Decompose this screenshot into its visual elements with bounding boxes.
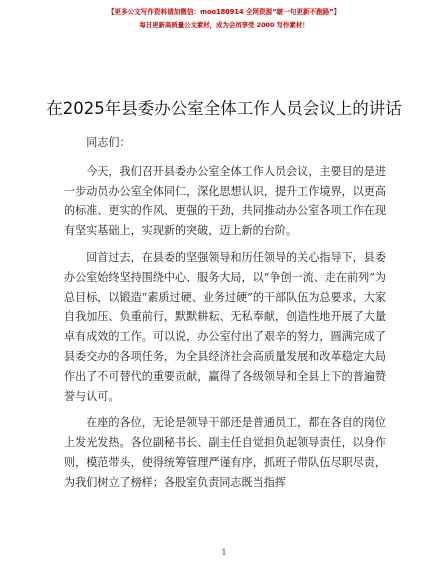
promo-banner-line-1: 【更多公文写作资料请加微信：moo180914 全网资源“啵一句更新不跑路”】 xyxy=(107,8,341,16)
body-paragraph-3: 在座的各位，无论是领导干部还是普通员工，都在各自的岗位上发光发热。各位副秘书长、副主任自觉担负起领导责任，以身作则，模范带头，使得统筹管理严谨有序，抓班子带队伍尽职尽责，为我们树立了榜样；各股室负责同志既当指挥 xyxy=(64,416,386,489)
document-title: 在2025年县委办公室全体工作人员会议上的讲话 xyxy=(46,99,402,119)
body-paragraph-2: 回首过去，在县委的坚强领导和历任领导的关心指导下，县委办公室始终坚持围绕中心、服务大局，以“争创一流、走在前列”为总目标，以锻造“素质过硬、业务过硬”的干部队伍为总要求，大家自我加压、负重前行，默默耕耘、无私奉献，创造性地开展了大量卓有成效的工作。可以说，办公室付出了艰辛的努力，圆满完成了县委交办的各项任务，为全县经济社会高质量发展和改革稳定大局作出了不可替代的重要贡献，赢得了各级领导和全县上下的普遍赞誉与认可。 xyxy=(64,250,386,403)
document-body xyxy=(64,133,386,500)
salutation: 同志们： xyxy=(86,136,131,149)
body-paragraph-1: 今天，我们召开县委办公室全体工作人员会议，主要目的是进一步动员办公室全体同仁，深化思想认识，提升工作境界，以更高的标准、更实的作风、更强的干劲，共同推动办公室各项工作在现有坚实基础上，实现新的突破，迈上新的台阶。 xyxy=(64,164,386,238)
promo-banner-line-2: 每日更新高质量公文素材，成为会员享受 2000 写作素材！ xyxy=(139,21,309,29)
page-number: 1 xyxy=(221,548,227,557)
